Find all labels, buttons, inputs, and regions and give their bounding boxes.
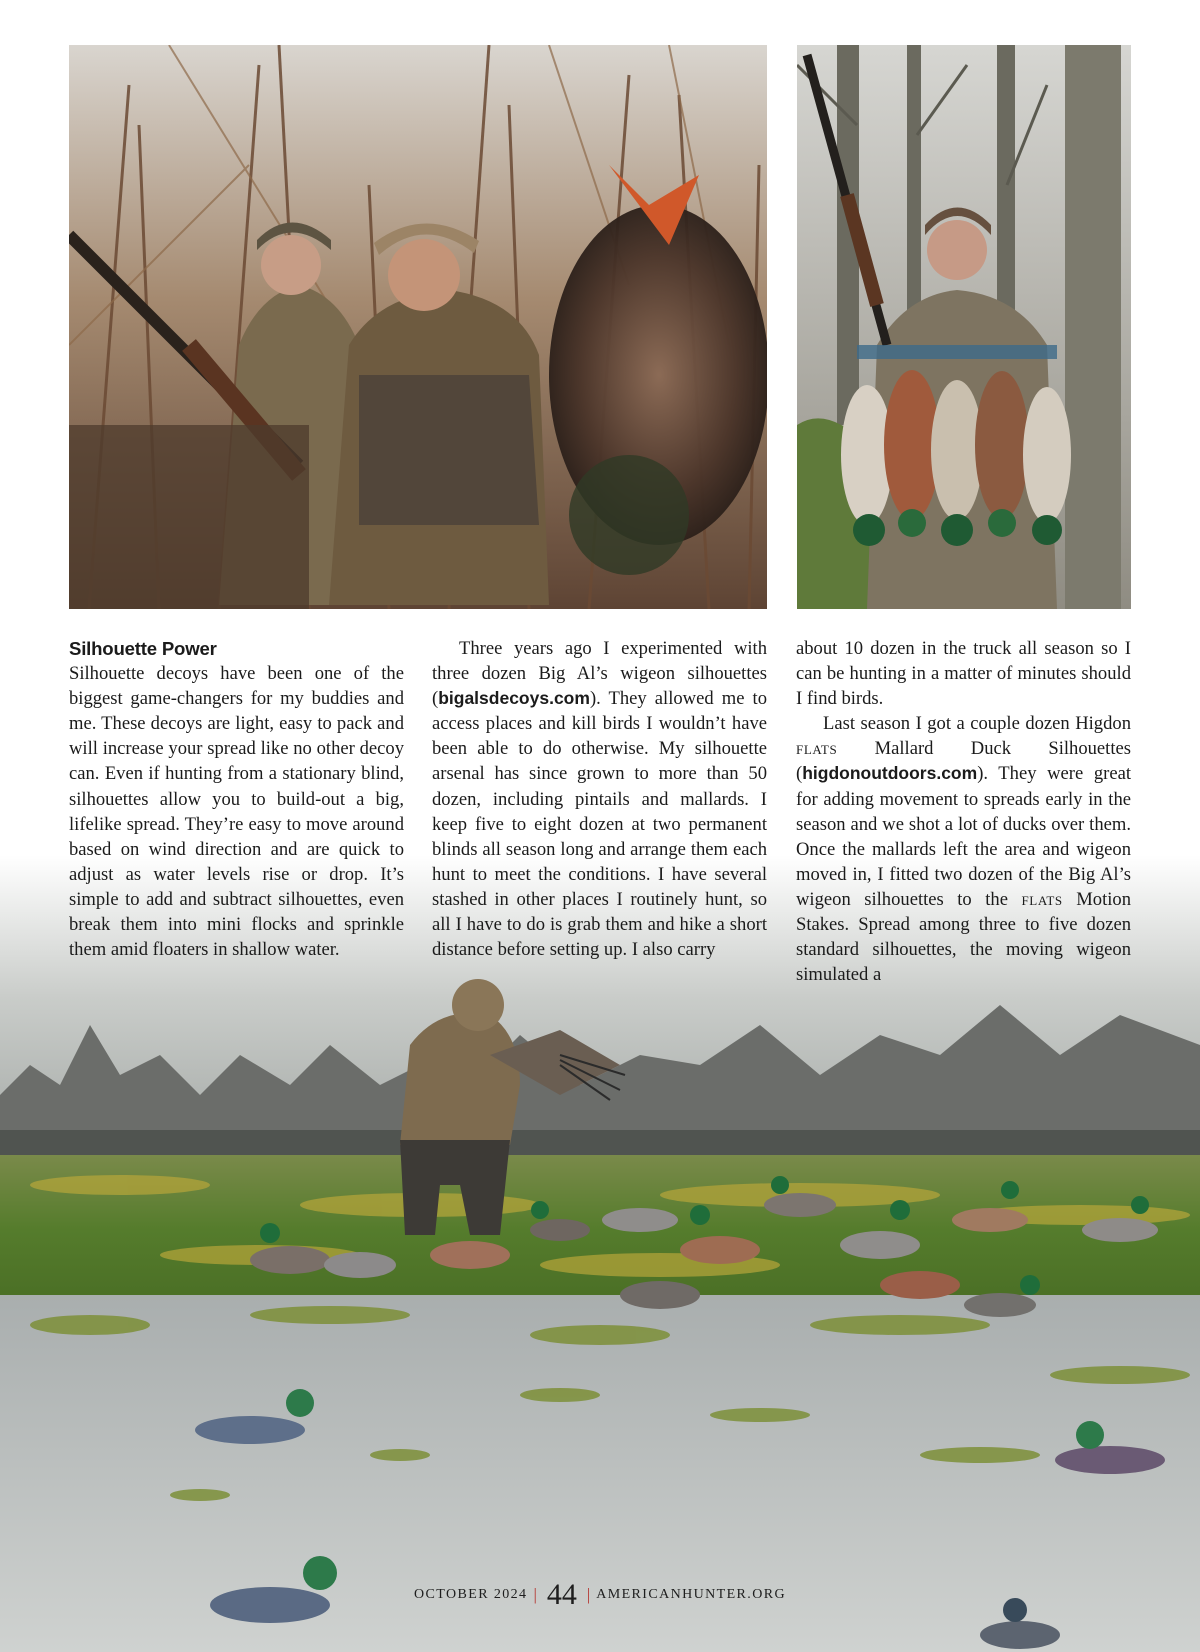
bigalsdecoys-link[interactable]: bigalsdecoys.com: [438, 688, 590, 709]
footer-separator: |: [533, 1585, 537, 1604]
paragraph: Silhouette decoys have been one of the biggest game-changers for my buddies and me. These decoys are light, easy to pack and will increase your spread like no other decoy can. Even if hunting from a stationary blind, silhouettes allow you to build-out a big, lifelike spread. They’re easy to move around based on wind direction and are quick to adjust as water levels rise or drop. It’s simple to add and subtract silhouettes, even break them into mini flocks and sprinkle them amid floaters in shallow water.: [69, 663, 404, 961]
hunters-in-blind-image: [69, 45, 767, 609]
photo-hunter-with-ducks: [797, 45, 1131, 609]
hunter-with-ducks-image: [797, 45, 1131, 609]
paragraph-text: ). They were great for adding movement to spreads early in the season and we shot a lot of ducks over them. Once the mallards left the area and wigeon moved in, I fitted two dozen of the Big Al’s wigeon silhouettes to the: [796, 763, 1131, 910]
higdonoutdoors-link[interactable]: higdonoutdoors.com: [802, 763, 978, 784]
website-url[interactable]: AMERICANHUNTER.ORG: [596, 1587, 786, 1602]
paragraph: [796, 711, 1131, 987]
article-column-3: [796, 636, 1131, 987]
page-footer: [0, 1578, 1200, 1612]
paragraph-text: Three years ago I experimented with three dozen Big Al’s wigeon silhouettes (: [432, 638, 767, 710]
page-number: 44: [546, 1578, 577, 1611]
brand-name: flats: [796, 738, 838, 760]
brand-name: flats: [1021, 888, 1063, 910]
photo-hunters-in-blind: [69, 45, 767, 609]
paragraph: about 10 dozen in the truck all season so I can be hunting in a matter of minutes should I find birds.: [796, 638, 1131, 710]
paragraph-text: ). They allowed me to access places and kill birds I wouldn’t have been able to do otherwise. My silhouette arsenal has since grown to more than 50 dozen, including pintails and mallards. I keep five to eight dozen at two permanent blinds all season long and arrange them each hunt to meet the conditions. I have several stashed in other places I routinely hunt, so all I have to do is grab them and hike a short distance before setting up. I also carry: [432, 688, 767, 961]
issue-date: OCTOBER 2024: [414, 1587, 528, 1602]
article-column-1: [69, 636, 404, 962]
paragraph-text: Last season I got a couple dozen Higdon: [823, 713, 1131, 735]
article-column-2: [432, 636, 767, 962]
paragraph-text: Motion Stakes. Spread among three to five dozen standard silhouettes, the moving wigeon simulated a: [796, 888, 1132, 986]
footer-separator: |: [586, 1585, 591, 1604]
section-heading: Silhouette Power: [69, 638, 217, 659]
paragraph-text: Mallard Duck Silhouettes (: [796, 738, 1131, 785]
paragraph: [432, 636, 767, 962]
